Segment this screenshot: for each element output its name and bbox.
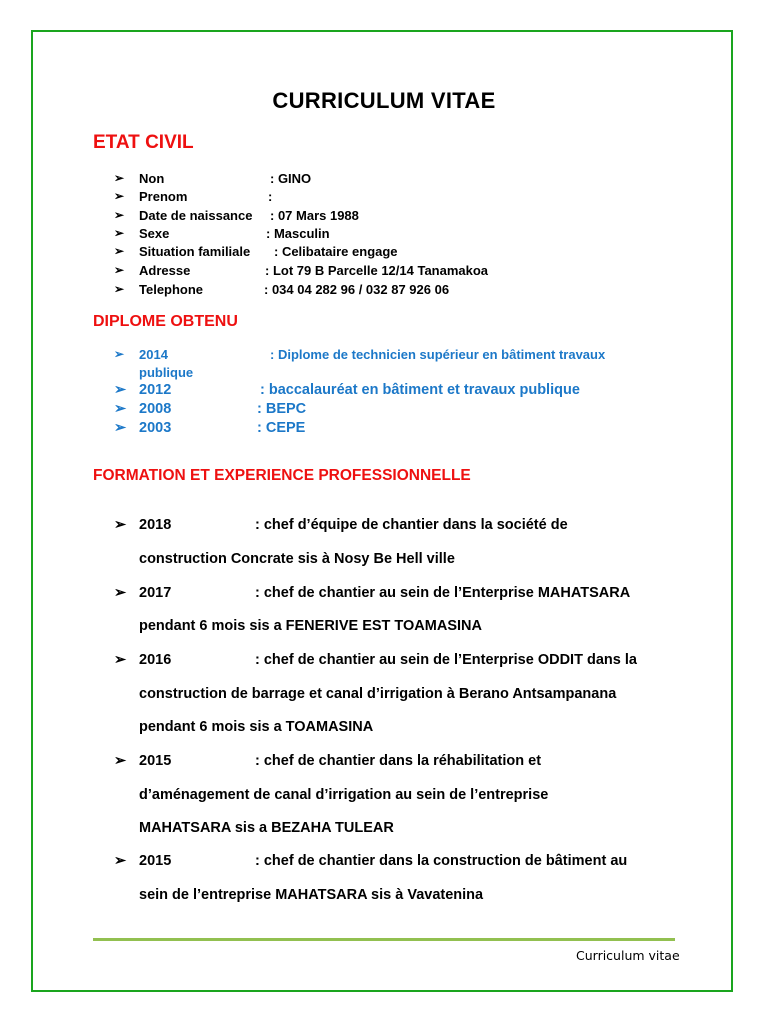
diploma-value-continued: publique <box>139 365 194 380</box>
page-title: CURRICULUM VITAE <box>272 88 496 113</box>
arrowhead-bullet-icon: ➢ <box>114 226 125 240</box>
arrowhead-bullet-icon: ➢ <box>114 282 125 296</box>
arrowhead-bullet-icon: ➢ <box>114 517 127 533</box>
diploma-value: : Diplome de technicien supérieur en bâtiment travaux <box>270 347 606 362</box>
experience-year: 2016 <box>139 652 172 668</box>
civil-value: : GINO <box>270 171 312 186</box>
civil-label: Telephone <box>139 282 204 297</box>
experience-description-continued: pendant 6 mois sis a FENERIVE EST TOAMASINA <box>139 618 482 634</box>
arrowhead-bullet-icon: ➢ <box>114 420 127 436</box>
section-heading-diplome: DIPLOME OBTENU <box>93 313 238 330</box>
arrowhead-bullet-icon: ➢ <box>114 401 127 417</box>
experience-description: : chef de chantier au sein de l’Enterprise MAHATSARA <box>255 585 631 601</box>
experience-year: 2015 <box>139 753 172 769</box>
civil-value: : Masculin <box>266 226 330 241</box>
diploma-year: 2014 <box>139 347 168 362</box>
diploma-year: 2003 <box>139 420 172 436</box>
civil-label: Prenom <box>139 189 188 204</box>
arrowhead-bullet-icon: ➢ <box>114 189 125 203</box>
experience-description: : chef de chantier dans la construction de bâtiment au <box>255 853 628 869</box>
experience-year: 2017 <box>139 585 172 601</box>
experience-description-continued: pendant 6 mois sis a TOAMASINA <box>139 719 374 735</box>
experience-description-continued: construction Concrate sis à Nosy Be Hell ville <box>139 551 455 567</box>
section-heading-formation: FORMATION ET EXPERIENCE PROFESSIONNELLE <box>93 467 471 484</box>
experience-description: : chef de chantier dans la réhabilitation et <box>255 753 542 769</box>
diploma-value: : baccalauréat en bâtiment et travaux publique <box>260 382 580 398</box>
diploma-value: : BEPC <box>257 401 307 417</box>
diploma-value: : CEPE <box>257 420 306 436</box>
civil-value: : 07 Mars 1988 <box>270 208 359 223</box>
arrowhead-bullet-icon: ➢ <box>114 347 125 361</box>
experience-description-continued: sein de l’entreprise MAHATSARA sis à Vavatenina <box>139 887 484 903</box>
civil-value: : <box>268 189 273 204</box>
arrowhead-bullet-icon: ➢ <box>114 652 127 668</box>
arrowhead-bullet-icon: ➢ <box>114 753 127 769</box>
civil-label: Non <box>139 171 165 186</box>
footer-text: Curriculum vitae <box>576 948 680 963</box>
arrowhead-bullet-icon: ➢ <box>114 244 125 258</box>
experience-description: : chef d’équipe de chantier dans la société de <box>255 517 568 533</box>
arrowhead-bullet-icon: ➢ <box>114 382 127 398</box>
civil-value: : Lot 79 B Parcelle 12/14 Tanamakoa <box>265 263 489 278</box>
civil-label: Situation familiale <box>139 244 251 259</box>
arrowhead-bullet-icon: ➢ <box>114 853 127 869</box>
page-border <box>31 30 733 992</box>
section-heading-etat-civil: ETAT CIVIL <box>93 132 194 153</box>
arrowhead-bullet-icon: ➢ <box>114 208 125 222</box>
civil-label: Adresse <box>139 263 191 278</box>
civil-label: Sexe <box>139 226 170 241</box>
experience-description-continued: construction de barrage et canal d’irrigation à Berano Antsampanana <box>139 686 617 702</box>
arrowhead-bullet-icon: ➢ <box>114 171 125 185</box>
experience-description-continued: d’aménagement de canal d’irrigation au sein de l’entreprise <box>139 787 549 803</box>
civil-value: : Celibataire engage <box>274 244 398 259</box>
experience-year: 2015 <box>139 853 172 869</box>
civil-label: Date de naissance <box>139 208 253 223</box>
diploma-year: 2012 <box>139 382 172 398</box>
experience-description-continued: MAHATSARA sis a BEZAHA TULEAR <box>139 820 394 836</box>
civil-value: : 034 04 282 96 / 032 87 926 06 <box>264 282 450 297</box>
diploma-year: 2008 <box>139 401 172 417</box>
arrowhead-bullet-icon: ➢ <box>114 585 127 601</box>
arrowhead-bullet-icon: ➢ <box>114 263 125 277</box>
experience-year: 2018 <box>139 517 172 533</box>
experience-description: : chef de chantier au sein de l’Enterprise ODDIT dans la <box>255 652 637 668</box>
footer-divider <box>93 938 675 941</box>
